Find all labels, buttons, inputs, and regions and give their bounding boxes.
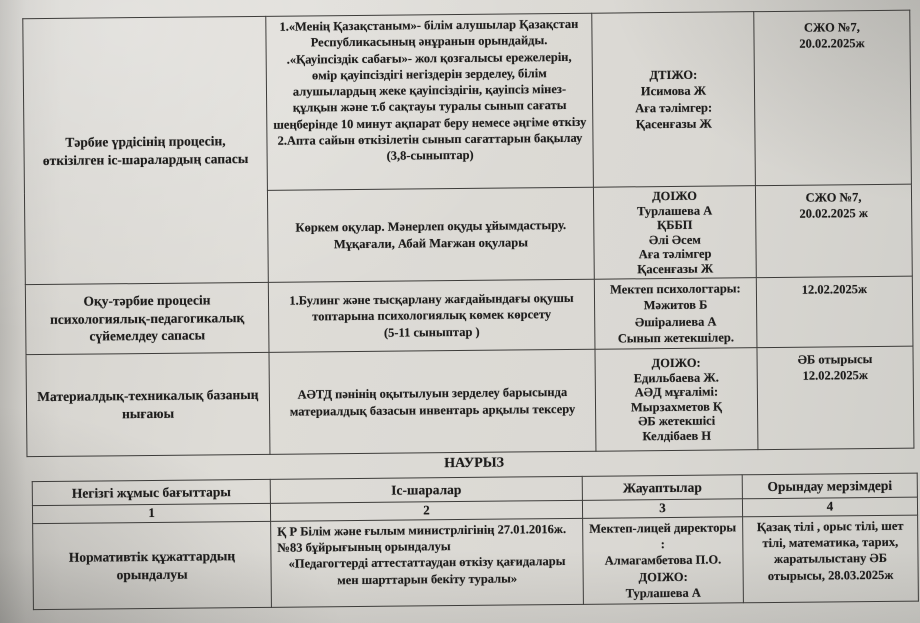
column-header-responsible: Жауаптылар bbox=[582, 475, 742, 501]
cell-activity: 1.«Менің Қазақстаным»- білім алушылар Қазақстан Республикасының әнұранын орындайды. .«Қауіпсіздік сабағы»- жол қозғалысы ережелерін, өмір қауіпсіздігі негіздерін зерделеу, білім алушылардың жеке қауіпсіздігін, қауіпсіз мінез-құлқын және т.б сақтауы туралы сынып сағаты шеңберінде 10 минут ақпарат беру немесе әңгіме өткізу 2.Апта сайын өткізілетін сынып сағаттарын бақылау (3,8-сыныптар) bbox=[266, 13, 594, 190]
february-activities-table bbox=[22, 10, 914, 458]
cell-direction: Оқу-тәрбие процесін психологиялық-педагогикалық сүйемелдеу сапасы bbox=[25, 282, 269, 354]
column-header-deadlines: Орындау мерзімдері bbox=[742, 473, 917, 499]
cell-activity: 1.Булинг және тысқарлану жағдайындағы оқушы топтарына психологиялық көмек көрсету (5-11 сыныптар ) bbox=[268, 279, 595, 352]
column-number: 2 bbox=[270, 500, 582, 521]
cell-responsible: Мектеп-лицей директоры : Алмагамбетова П.О. ДОІЖО: Турлашева А bbox=[583, 517, 744, 605]
column-number: 4 bbox=[742, 497, 917, 517]
table-row bbox=[25, 276, 913, 355]
cell-responsible: ДОІЖО Турлашева А ҚББП Әлі Әсем Аға тәлімгер Қасенғазы Ж bbox=[593, 186, 756, 280]
cell-deadline: СЖО №7, 20.02.2025 ж bbox=[755, 184, 912, 277]
cell-direction: Материалдық-техникалық базаның нығаюы bbox=[26, 352, 270, 456]
table-row bbox=[33, 515, 919, 610]
cell-responsible: ДТІЖО: Исимова Ж Аға тәлімгер: Қасенғазы Ж bbox=[592, 12, 756, 188]
cell-activity bbox=[271, 518, 584, 607]
column-number: 3 bbox=[582, 499, 742, 518]
activity-order-quote: «Педагогтерді аттестаттаудан өткізу қағидалары мен шарттарын бекіту туралы» bbox=[288, 554, 566, 587]
cell-deadline: Қазақ тілі , орыс тілі, шет тілі, математика, тарих, жаратылыстану ӘБ отырысы, 28.03.2025ж bbox=[743, 515, 919, 603]
cell-direction: Нормативтік құжаттардың орындалуы bbox=[33, 521, 272, 610]
cell-responsible: Мектеп психологтары: Мәжитов Б Әшіралиева А Сынып жетекшілер. bbox=[594, 278, 757, 350]
cell-activity: АӘТД пәнінің оқытылуын зерделеу барысында материалдық базасын инвентарь арқылы тексеру bbox=[269, 349, 596, 454]
cell-direction: Тәрбие үрдісінің процесін, өткізілген іс-шаралардың сапасы bbox=[23, 16, 269, 284]
table-row bbox=[26, 346, 914, 457]
cell-deadline: ӘБ отырысы 12.02.2025ж bbox=[757, 346, 914, 449]
activity-order-text: Қ Р Білім және ғылым министрлігінің 27.01.2016ж. №83 бұйрығының орындалуы bbox=[277, 521, 567, 555]
cell-deadline: 12.02.2025ж bbox=[756, 276, 913, 347]
column-header-directions: Негізгі жұмыс бағыттары bbox=[32, 479, 270, 505]
column-header-activities: Іс-шаралар bbox=[270, 476, 582, 503]
march-plan-table bbox=[32, 473, 919, 611]
column-number: 1 bbox=[32, 503, 270, 523]
table-row bbox=[23, 10, 912, 193]
cell-deadline: СЖО №7, 20.02.2025ж bbox=[754, 10, 912, 185]
cell-responsible: ДОІЖО: Едильбаева Ж. АӘД мұғалімі: Мырзахметов Қ ӘБ жетекшісі Келдібаев Н bbox=[595, 348, 758, 452]
cell-activity: Көркем оқулар. Мәнерлеп оқуды ұйымдастыру. Мұқағали, Абай Мағжан оқулары bbox=[267, 187, 594, 282]
month-title: НАУРЫЗ bbox=[444, 455, 504, 472]
